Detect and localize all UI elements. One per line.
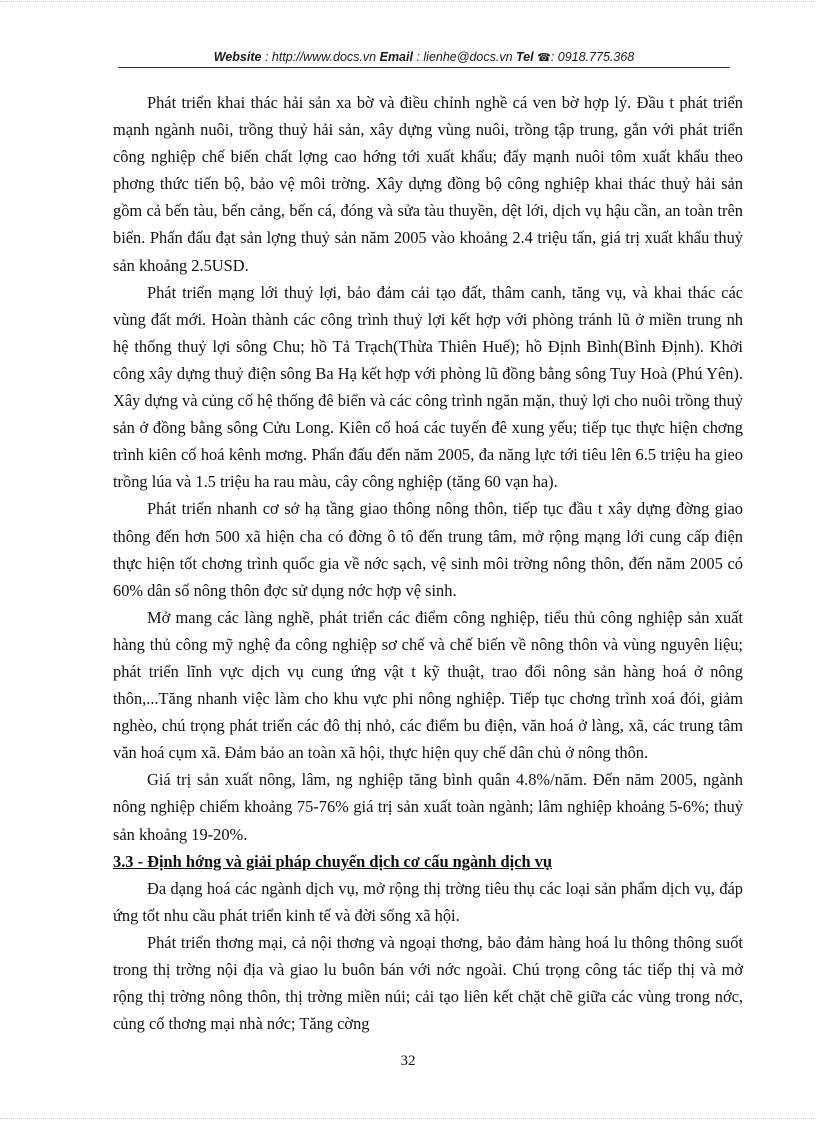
paragraph: Giá trị sản xuất nông, lâm, ng nghiệp tăng bình quân 4.8%/năm. Đến năm 2005, ngành nông nghiệp chiếm khoảng 75-76% giá trị sản xuất toàn ngành; lâm nghiệp khoảng 5-6%; thuỷ sản khoảng 19-20%. (113, 770, 743, 844)
page-top-border (0, 1, 816, 2)
page-header (118, 50, 730, 68)
tel-value: : 0918.775.368 (550, 50, 635, 64)
paragraph: Đa dạng hoá các ngành dịch vụ, mở rộng thị trờng tiêu thụ các loại sản phẩm dịch vụ, đáp ứng tốt nhu cầu phát triển kinh tế và đời sống xã hội. (113, 878, 743, 925)
paragraph: Phát triển khai thác hải sản xa bờ và điều chỉnh nghề cá ven bờ hợp lý. Đầu t phát triển mạnh ngành nuôi, trồng thuỷ hải sản, xây dựng vùng nuôi, trồng tập trung, gắn với phát triển công nghiệp chế biến chất lợng cao hớng tới xuất khẩu; đẩy mạnh nuôi tôm xuất khẩu theo phơng thức tiến bộ, bảo vệ môi trờng. Xây dựng đồng bộ công nghiệp khai thác thuỷ hải sản gồm cả bến tàu, bến cảng, bến cá, đóng và sửa tàu thuyền, dệt lới, dịch vụ hậu cần, an toàn trên biển. Phấn đấu đạt sản lợng thuỷ sản năm 2005 vào khoảng 2.4 triệu tấn, giá trị xuất khẩu thuỷ sản khoảng 2.5USD. (113, 93, 743, 275)
paragraph: Phát triển mạng lới thuỷ lợi, bảo đảm cải tạo đất, thâm canh, tăng vụ, và khai thác các vùng đất mới. Hoàn thành các công trình thuỷ lợi kết hợp với phòng tránh lũ ở miền trung nh hệ thống thuỷ lợi sông Chu; hồ Tả Trạch(Thừa Thiên Huế); hồ Định Bình(Bình Định). Khởi công xây dựng thuỷ điện sông Ba Hạ kết hợp với phòng lũ đồng bằng sông Tuy Hoà (Phú Yên). Xây dựng và củng cố hệ thống đê biển và các công trình ngăn mặn, thuỷ lợi cho nuôi trồng thuỷ sản ở đồng bằng sông Cửu Long. Kiên cố hoá các tuyến đê xung yếu; tiếp tục thực hiện chơng trình kiên cố hoá kênh mơng. Phấn đấu đến năm 2005, đa năng lực tới tiêu lên 6.5 triệu ha gieo trồng lúa và 1.5 triệu ha rau màu, cây công nghiệp (tăng 60 vạn ha). (113, 282, 743, 492)
website-value: : http://www.docs.vn (264, 50, 377, 64)
tel-label: Tel (516, 50, 534, 64)
page-bottom-border (0, 1118, 816, 1119)
section-heading: 3.3 - Định hớng và giải pháp chuyển dịch cơ cấu ngành dịch vụ (113, 851, 552, 871)
paragraph: Phát triển nhanh cơ sở hạ tầng giao thông nông thôn, tiếp tục đầu t xây dựng đờng giao thông đến hơn 500 xã hiện cha có đờng ô tô đến trung tâm, mở rộng mạng lới cung cấp điện thực hiện tốt chơng trình quốc gia về nớc sạch, vệ sinh môi trờng nông thôn, đến năm 2005 có 60% dân số nông thôn đợc sử dụng nớc hợp vệ sinh. (113, 499, 743, 600)
email-label: Email (379, 50, 413, 64)
email-value: : lienhe@docs.vn (416, 50, 513, 64)
website-label: Website (213, 50, 262, 64)
page-number: 32 (400, 1053, 416, 1069)
document-body (113, 89, 743, 1037)
paragraph: Phát triển thơng mại, cả nội thơng và ngoại thơng, bảo đảm hàng hoá lu thông thông suốt trong thị trờng nội địa và giao lu buôn bán với nớc ngoài. Chú trọng công tác tiếp thị và mở rộng thị trờng nông thôn, thị trờng miền núi; cải tạo liên kết chặt chẽ giữa các vùng trong nớc, củng cố thơng mại nhà nớc; Tăng cờng (113, 932, 743, 1034)
paragraph: Mở mang các làng nghề, phát triển các điểm công nghiệp, tiểu thủ công nghiệp sản xuất hàng thủ công mỹ nghệ đa công nghiệp sơ chế và chế biến về nông thôn và vùng nguyên liệu; phát triển lĩnh vực dịch vụ cung ứng vật t kỹ thuật, trao đổi nông sản hàng hoá ở nông thôn,...Tăng nhanh việc làm cho khu vực phi nông nghiệp. Tiếp tục chơng trình xoá đói, giảm nghèo, chú trọng phát triển các đô thị nhỏ, các điểm bu điện, văn hoá ở làng, xã, các trung tâm văn hoá cụm xã. Đảm bảo an toàn xã hội, thực hiện quy chế dân chủ ở nông thôn. (113, 607, 743, 763)
telephone-icon: ☎ (537, 52, 551, 64)
